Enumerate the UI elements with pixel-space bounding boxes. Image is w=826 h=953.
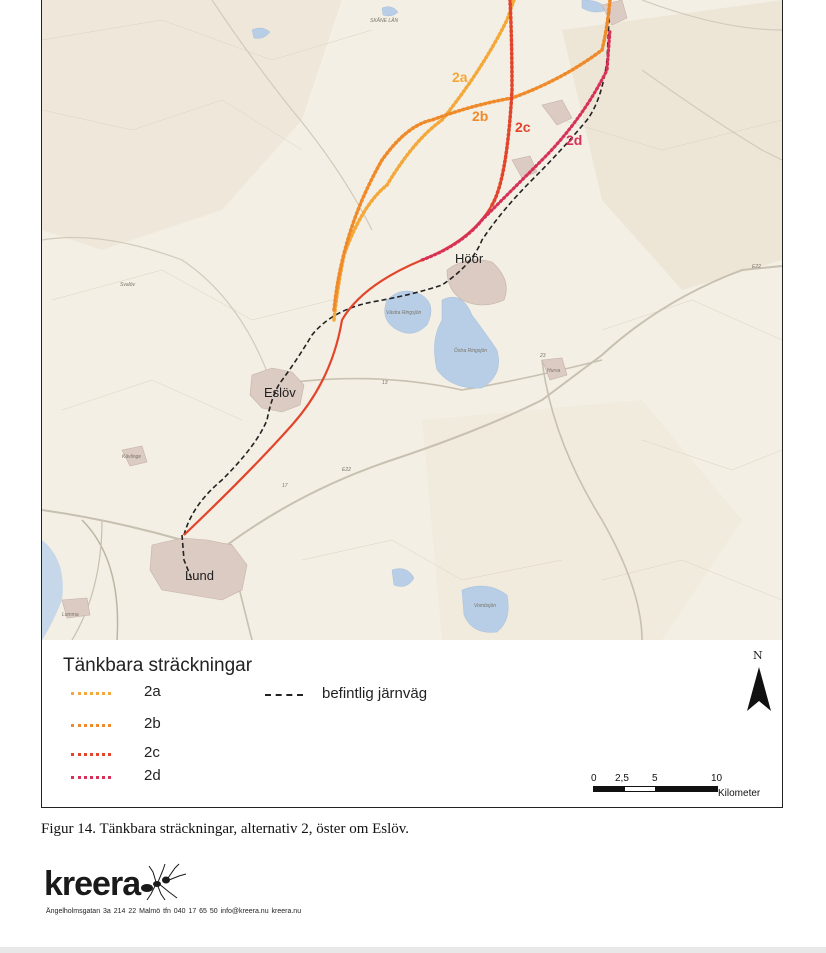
legend-label-2c: 2c: [144, 744, 160, 761]
legend-swatch-2a: [71, 692, 111, 695]
legend-swatch-railway: [265, 694, 303, 696]
logo-wordmark: kreera: [44, 865, 141, 903]
north-arrow: [745, 649, 773, 705]
scale-tick-2-5: 2,5: [615, 773, 629, 784]
page-divider: [0, 947, 826, 953]
label-road-e22: E22: [342, 467, 351, 473]
scale-unit: Kilometer: [718, 788, 761, 799]
legend-label-railway: befintlig järnväg: [322, 685, 428, 702]
town-label-eslov: Eslöv: [264, 385, 296, 400]
route-label-2b: 2b: [472, 108, 489, 124]
map: [42, 0, 782, 640]
legend-swatch-2c: [71, 753, 111, 756]
scale-segment: [624, 786, 656, 792]
legend-item-2d: [71, 767, 191, 787]
legend-item-2b: [71, 715, 191, 735]
label-ostra-ringsjon: Östra Ringsjön: [454, 348, 488, 354]
label-road-17: 17: [282, 483, 288, 489]
label-hurva: Hurva: [547, 368, 561, 374]
label-vombsjon: Vombsjön: [474, 603, 497, 609]
town-label-hoor: Höör: [455, 251, 484, 266]
legend-swatch-2b: [71, 724, 111, 727]
legend-item-2a: [71, 683, 191, 703]
route-label-2a: 2a: [452, 69, 468, 85]
scale-tick-5: 5: [652, 773, 658, 784]
label-lomma: Lomma: [62, 612, 79, 618]
map-figure: [41, 0, 783, 808]
label-road-13: 13: [382, 380, 388, 386]
ant-icon: [139, 862, 189, 902]
label-road-23: 23: [540, 353, 546, 359]
label-vastra-ringsjon: Västra Ringsjön: [386, 310, 422, 316]
footer-address: Ängelholmsgatan 3a 214 22 Malmö tfn 040 17 65 50 info@kreera.nu kreera.nu: [46, 908, 302, 915]
route-label-2d: 2d: [566, 132, 583, 148]
legend-item-2c: [71, 744, 191, 764]
label-kavlinge: Kävlinge: [122, 454, 142, 460]
north-letter: N: [753, 649, 763, 662]
kreera-logo: [44, 862, 244, 906]
legend-label-2d: 2d: [144, 767, 161, 784]
legend-label-2b: 2b: [144, 715, 161, 732]
town-label-lund: Lund: [185, 568, 214, 583]
scale-bar: [593, 773, 773, 803]
scale-tick-10: 10: [711, 773, 723, 784]
legend-swatch-2d: [71, 776, 111, 779]
legend-item-railway: [265, 685, 485, 705]
figure-caption: Figur 14. Tänkbara sträckningar, alternativ 2, öster om Eslöv.: [41, 821, 410, 837]
route-label-2c: 2c: [515, 119, 531, 135]
north-arrow-icon: [745, 667, 773, 711]
scale-segment: [655, 786, 718, 792]
legend-label-2a: 2a: [144, 683, 161, 700]
label-svalov: Svalöv: [120, 282, 136, 288]
label-road-e22: E22: [752, 264, 761, 270]
legend-title: Tänkbara sträckningar: [63, 655, 253, 676]
scale-tick-0: 0: [591, 773, 597, 784]
scale-segment: [593, 786, 625, 792]
label-skane-lan: SKÅNE LÄN: [370, 18, 399, 24]
map-legend: [42, 640, 782, 807]
